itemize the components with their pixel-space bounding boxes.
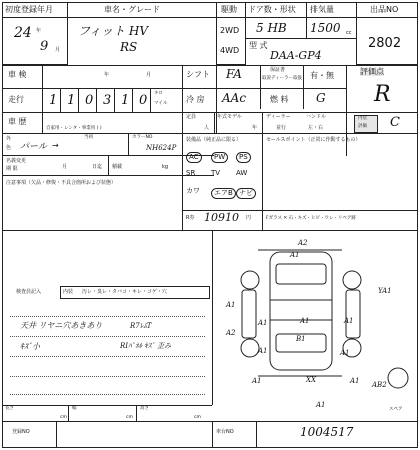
- damage-mark: B1: [296, 335, 306, 343]
- drive-2wd: 2WD: [220, 26, 240, 35]
- interior-label: 内装: [63, 289, 74, 295]
- damage-mark: A1: [258, 319, 268, 327]
- inspector-note-2-detail: RIﾊﾟﾈﾙ ｷｽﾞ 歪み: [120, 342, 171, 350]
- inspector-label: 検査員記入: [16, 289, 42, 295]
- mileage-digit: 1: [67, 93, 76, 108]
- sales-points-label: セールスポイント（正常に作動するもの）: [266, 137, 361, 143]
- damage-mark: A1: [226, 301, 236, 309]
- color-original-label: 当初: [84, 135, 93, 140]
- warranty-presence: 有・無: [310, 71, 334, 80]
- first-reg-month: 9: [40, 39, 49, 54]
- fuel-label: 燃 料: [270, 95, 289, 104]
- score-label: 評価点: [360, 67, 384, 76]
- damage-mark: A2: [226, 329, 236, 337]
- first-reg-year: 24: [14, 25, 32, 41]
- drive-label: 駆動: [221, 5, 237, 14]
- inspector-note-1: 天井 リヤニ穴あきあり: [20, 321, 103, 330]
- damage-mark: A1: [252, 377, 262, 385]
- damage-mark: AB2: [372, 381, 387, 389]
- month-unit: 月: [55, 47, 61, 53]
- doors-value: 5 HB: [256, 21, 287, 35]
- loading-label: 積載: [112, 164, 123, 170]
- mileage-digit: 1: [49, 93, 58, 108]
- listing-no: 2802: [368, 36, 402, 51]
- damage-mark: A1: [300, 317, 310, 325]
- model-value: DAA-GP4: [270, 49, 322, 62]
- mileage-digit: 0: [85, 93, 94, 108]
- equipment-item: AC: [186, 152, 202, 163]
- color-no-label: カラーNO: [132, 135, 153, 140]
- damage-mark: A1: [258, 347, 268, 355]
- inspector-note-1-detail: R7ﾚﾑT: [130, 322, 152, 330]
- inspector-note-2: ｷｽﾞ小: [20, 342, 40, 351]
- model-label: 型 式: [249, 41, 268, 50]
- equipment-label: 装備品（純正品に限る）: [186, 137, 242, 143]
- equipment-item: PW: [211, 152, 228, 163]
- damage-mark: A1: [350, 377, 360, 385]
- warranty-label: 保証書: [270, 67, 286, 73]
- equipment-item: TV: [211, 169, 221, 177]
- recycle-unit: 円: [246, 215, 252, 221]
- handle-value: 左・右: [308, 125, 324, 131]
- name-change-month: 月: [62, 164, 68, 170]
- ac-value: AAc: [222, 91, 247, 105]
- damage-mark: YA1: [378, 287, 392, 295]
- interior-score-value: C: [390, 115, 400, 130]
- damage-mark: A1: [344, 317, 354, 325]
- equipment-item: カワ: [186, 187, 200, 195]
- name-change-day: 日迄: [92, 164, 103, 170]
- score-value: R: [374, 82, 391, 107]
- doors-label: ドア数・形状: [248, 5, 296, 14]
- displacement-label: 排気量: [310, 5, 334, 14]
- frame-label: 車台NO: [216, 429, 234, 435]
- year-unit: 年: [36, 28, 42, 34]
- color-label-1: 外: [6, 136, 12, 142]
- drive-4wd: 4WD: [220, 46, 240, 55]
- fuel-value: G: [316, 91, 326, 105]
- equipment-item: エアB: [211, 188, 236, 199]
- recycle-value: 10910: [204, 211, 239, 224]
- equipment-item: AW: [236, 169, 248, 177]
- dealer-value: 並行: [276, 125, 287, 131]
- first-reg-label: 初度登録年月: [5, 5, 53, 14]
- length-unit: cm: [60, 415, 67, 420]
- interior-score-label-2: 評価: [358, 124, 367, 129]
- interior-options: 汚レ・臭レ・タバコ・キレ・コゲ・穴: [82, 289, 167, 295]
- mileage-label: 走行: [8, 95, 24, 104]
- frame-value: 1004517: [300, 425, 354, 439]
- equipment-item: ナビ: [236, 188, 256, 199]
- color-arrow: →: [52, 141, 59, 150]
- interior-score-label-1: 内装: [358, 116, 367, 121]
- mileage-unit-km: キロ: [154, 91, 163, 96]
- shift-value: FA: [226, 67, 242, 81]
- damage-mark: A2: [298, 239, 308, 247]
- dealer-label: ディーラー: [266, 114, 291, 120]
- height-label: 高さ: [140, 406, 149, 411]
- registration-label: 登録NO: [12, 429, 30, 435]
- name-change-deadline: 期 限: [6, 166, 18, 172]
- car-damage-diagram: [212, 230, 417, 395]
- name-change-label: 名義変更: [6, 158, 27, 164]
- handle-label: ハンドル: [306, 114, 327, 120]
- listing-label: 出品NO: [370, 5, 399, 14]
- recycle-label: R券: [186, 215, 195, 221]
- height-unit: cm: [194, 415, 201, 420]
- mileage-digit: 3: [103, 93, 112, 108]
- mileage-unit-mile: マイル: [154, 101, 168, 106]
- damage-legend: Fガラス ✕ 石・キズ・ヒビ・ワレ・リペア跡: [266, 216, 356, 221]
- notes-label: 注意事項（欠品・修復・不具合箇所および状態）: [6, 180, 117, 186]
- inspection-month-unit: 月: [146, 72, 152, 78]
- damage-mark: A1: [316, 401, 326, 409]
- displacement-value: 1500: [310, 21, 341, 35]
- inspection-year-unit: 年: [104, 72, 110, 78]
- color-value: パール: [20, 142, 47, 152]
- car-name: フィット HV: [78, 24, 148, 38]
- damage-mark: A1: [340, 349, 350, 357]
- damage-mark: A1: [290, 251, 300, 259]
- width-unit: cm: [126, 415, 133, 420]
- displacement-unit: cc: [346, 30, 352, 36]
- history-options: 自家用・レンタ・事業用 ( ): [46, 126, 102, 131]
- inspection-label: 車 検: [8, 70, 27, 79]
- year-model-unit: 年: [252, 125, 258, 131]
- capacity-label: 定員: [186, 114, 197, 120]
- name-grade-label: 車名・グレード: [104, 5, 160, 14]
- mileage-digit: 0: [139, 93, 148, 108]
- shift-label: シフト: [186, 70, 210, 79]
- mileage-digit: 1: [121, 93, 130, 108]
- year-model-label: 年式モデル: [217, 114, 242, 120]
- ac-label: 冷 房: [186, 95, 205, 104]
- capacity-unit: 人: [204, 125, 210, 131]
- equipment-item: SR: [186, 169, 196, 177]
- warranty-sub: 取説ディーラー取扱: [262, 76, 303, 81]
- damage-mark: XX: [306, 376, 316, 384]
- spare-tire-label: スペア: [389, 407, 403, 412]
- loading-unit: kg: [162, 164, 169, 170]
- history-label: 車 歴: [8, 117, 27, 126]
- car-grade: RS: [120, 40, 138, 54]
- length-label: 長さ: [5, 406, 14, 411]
- color-label-2: 色: [6, 145, 12, 151]
- width-label: 幅: [72, 406, 77, 411]
- color-no-value: NH624P: [146, 144, 177, 152]
- equipment-item: PS: [236, 152, 251, 163]
